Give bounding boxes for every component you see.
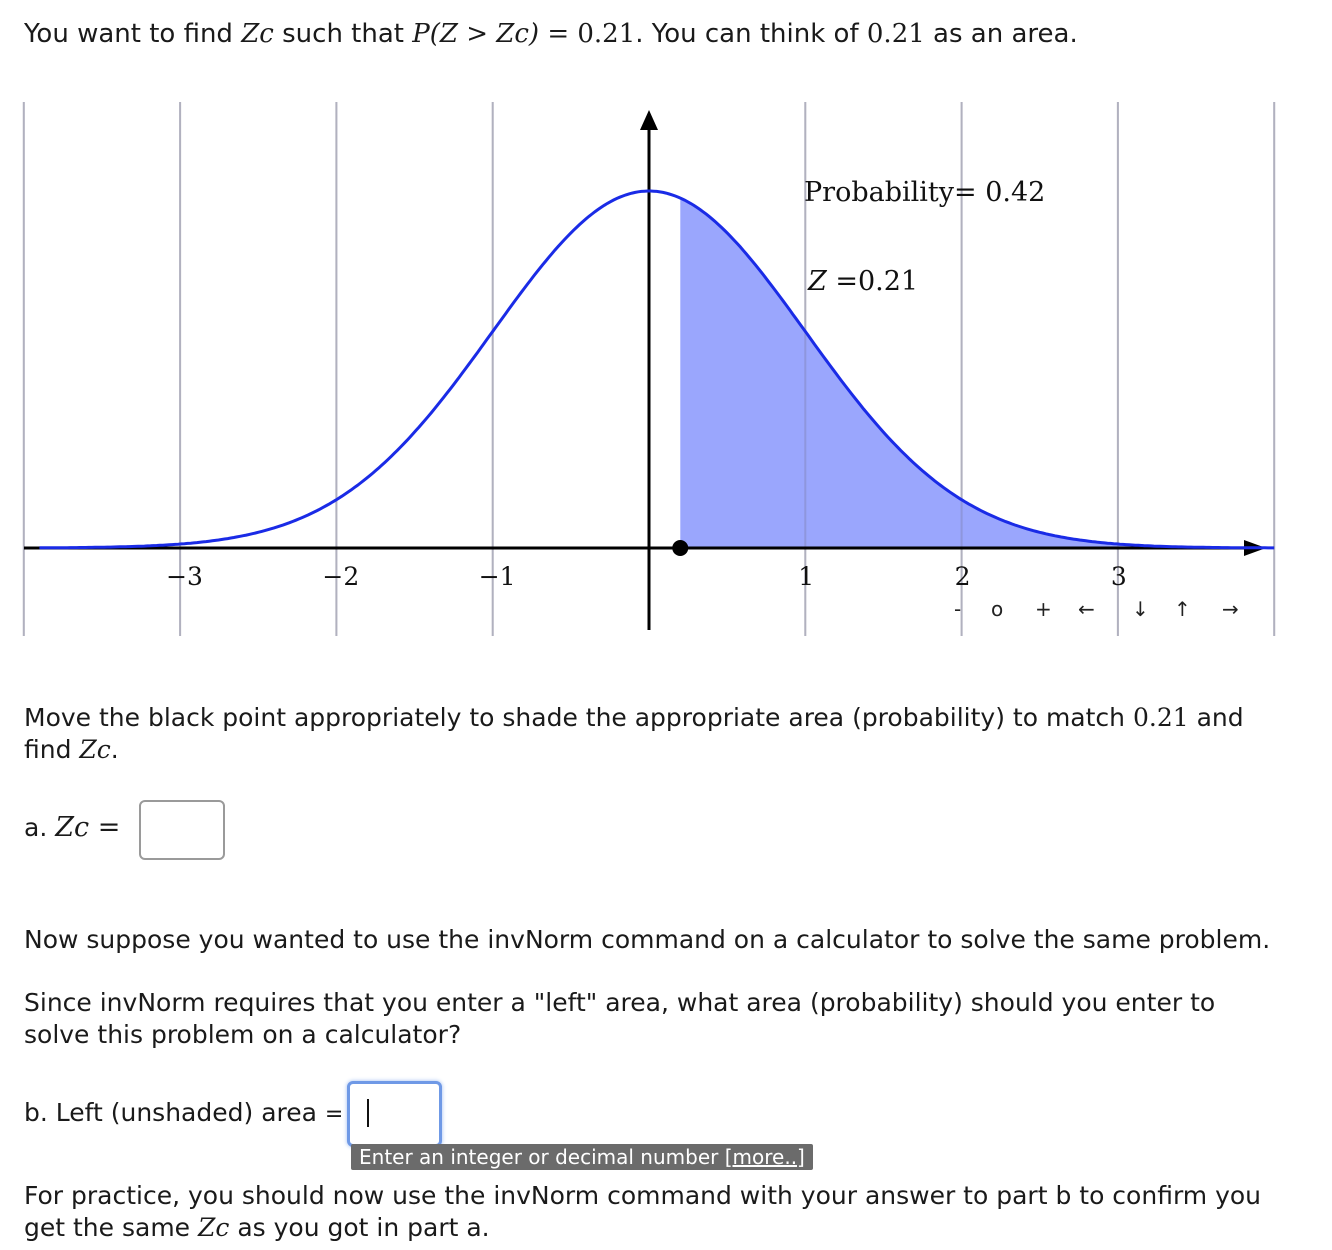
part-b-eq: = (324, 1102, 344, 1127)
zc-input[interactable] (139, 800, 225, 860)
pan-right-button[interactable]: → (1222, 597, 1239, 621)
zoom-out-button[interactable]: - (954, 597, 962, 621)
input-hint-text: Enter an integer or decimal number (359, 1145, 719, 1169)
instructions-end: and (1188, 703, 1244, 732)
reset-button[interactable]: o (991, 597, 1004, 621)
part-a-prefix: a. (24, 813, 56, 842)
density-curve (39, 191, 1274, 548)
practice-suffix: as you got in part a. (229, 1213, 490, 1242)
left-area-input[interactable] (347, 1081, 442, 1147)
probability-label: Probability= 0.42 (804, 177, 1046, 208)
more-link[interactable]: [more..] (724, 1145, 805, 1169)
instructions-dot: . (110, 735, 119, 764)
instructions-line2: find (24, 735, 80, 764)
draggable-point[interactable] (672, 540, 688, 556)
instructions-text (24, 702, 1314, 766)
x-tick-label: 1 (798, 562, 815, 591)
x-tick-label: 2 (954, 562, 971, 591)
y-axis-arrow (640, 110, 658, 130)
intro-eq: = 0.21 (539, 19, 636, 49)
intro-zc: Zc (241, 19, 274, 49)
pan-left-button[interactable]: ← (1078, 597, 1095, 621)
practice-text (24, 1180, 1261, 1244)
instructions-line1: Move the black point appropriately to shade the appropriate area (probability) to match (24, 703, 1133, 732)
part-a-eq: = (89, 812, 121, 843)
practice-line1: For practice, you should now use the invNorm command with your answer to part b to confirm you (24, 1181, 1262, 1210)
z-value-label (807, 266, 918, 297)
part-b-label (24, 1097, 343, 1131)
zoom-in-button[interactable]: + (1035, 597, 1052, 621)
input-hint-tooltip (351, 1144, 813, 1170)
x-tick-labels (166, 562, 1127, 591)
intro-prefix: You want to find (24, 19, 242, 49)
z-label-var: Z (808, 266, 827, 297)
invnorm-question-line1: Since invNorm requires that you enter a "left" area, what area (probability) should you enter to (24, 988, 1216, 1017)
intro-expr: P(Z > Zc) (412, 19, 540, 49)
part-a-var: Zc (55, 812, 90, 843)
intro-mid: such that (273, 19, 413, 49)
pan-up-button[interactable]: ↑ (1174, 597, 1191, 621)
x-tick-label: −2 (322, 562, 360, 591)
invnorm-question-line2: solve this problem on a calculator? (24, 1020, 462, 1049)
x-tick-label: 3 (1110, 562, 1127, 591)
invnorm-question (24, 987, 1215, 1051)
intro-suffix: . You can think of (635, 19, 867, 49)
instructions-val: 0.21 (1132, 703, 1189, 732)
z-label-val: =0.21 (826, 266, 919, 297)
invnorm-intro: Now suppose you wanted to use the invNorm command on a calculator to solve the same problem. (24, 925, 1271, 954)
pan-down-button[interactable]: ↓ (1132, 597, 1149, 621)
instructions-zc: Zc (79, 735, 111, 764)
graph-controls (954, 597, 1239, 621)
practice-prefix: get the same (24, 1213, 198, 1242)
intro-val: 0.21 (866, 19, 925, 49)
part-a-label (24, 812, 120, 844)
part-b-label-text: b. Left (unshaded) area (24, 1098, 317, 1127)
x-tick-label: −3 (166, 562, 203, 591)
text-caret (367, 1099, 369, 1127)
intro-suffix2: as an area. (924, 19, 1078, 49)
shaded-area (680, 198, 1274, 548)
x-tick-label: −1 (478, 562, 516, 591)
practice-zc: Zc (198, 1213, 230, 1242)
